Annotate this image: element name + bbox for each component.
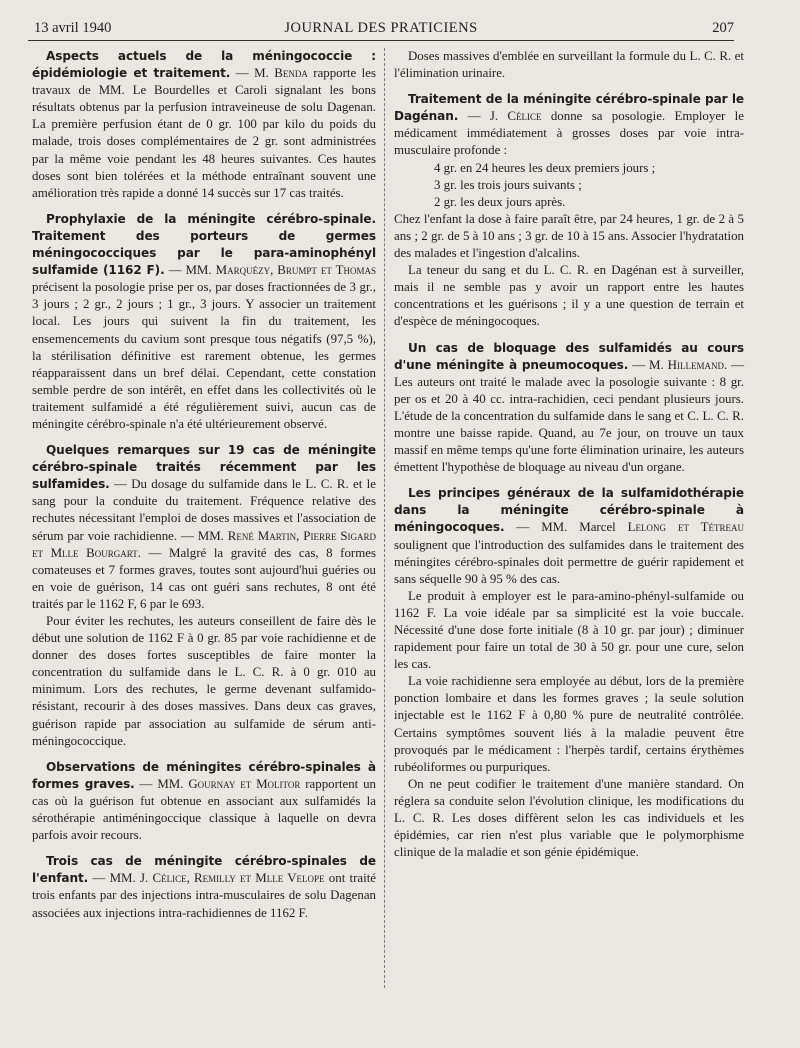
article-body: — Malgré la gravité des cas, 8 formes comateuses et 7 formes graves, toutes sont aujourd'hui guéries ou en voie de guérison, 14 cas ont guéri sans rechutes, 8 ont été traités par le 1162 F, 6 par le 693. xyxy=(32,545,376,611)
byline-lead: — MM. xyxy=(164,263,216,278)
article-paragraph xyxy=(32,759,376,844)
article-author: Célice xyxy=(507,109,542,124)
article-paragraph xyxy=(32,853,376,921)
byline-lead: — MM. Marcel xyxy=(504,520,628,535)
article-paragraph: On ne peut codifier le traitement d'une manière standard. On réglera sa conduite selon l'évolution clinique, les modifications du L. C. R. Les doses diffèrent selon les cas individuels et les épidémies, car rien n'est plus variable que le polymorphisme clinique de la maladie et son génie épidémique. xyxy=(394,776,744,860)
right-column xyxy=(394,48,744,870)
article-body: précisent la posologie prise per os, par doses fractionnées de 3 gr., 3 jours ; 2 gr., 2 jours ; 1 gr., 3 jours. Y associer un traitement local. Les jours qui suivent la fin du traitement, les ensemencements du cavium sont presque tous négatifs (97,5 %), la stérilisation définitive est rarement obtenue, les germes réapparaissent dans un bref délai. Cependant, cette constation semble perdre de son intérêt, en effet dans les collectivités où le traitement sulfamidé a été régulièrement suivi, aucun cas de méningite cérébro-spinale n'a été ultérieurement observé. xyxy=(32,280,376,431)
byline-lead: — MM. xyxy=(134,776,189,791)
article-author: Lelong et Tétreau xyxy=(627,520,744,535)
byline-lead: — M. xyxy=(230,66,275,81)
byline-lead: — MM. J. xyxy=(88,871,153,886)
running-header xyxy=(28,18,734,41)
article-body: donne sa posologie. Employer le médicament immédiatement à grosses doses par voie intra-musculaire profonde : xyxy=(394,109,744,158)
article-paragraph: Chez l'enfant la dose à faire paraît être, par 24 heures, 1 gr. de 2 à 5 ans ; 2 gr. de 5 à 10 ans ; 3 gr. de 10 à 15 ans. Associer l'hydratation des malades et l'ingestion d'alcalins. xyxy=(394,211,744,261)
header-page-number: 207 xyxy=(712,20,734,36)
article-trois-cas-continued xyxy=(394,48,744,82)
article-author: Benda xyxy=(274,66,308,81)
column-divider xyxy=(384,48,385,988)
article-body: rapporte les travaux de MM. Le Bourdelles et Caroli signalant les bons résultats obtenus par la perfusion intraveineuse de solu Dagenan. La première perfusion étant de 0 gr. 100 par kilo du poids du malade, trois doses complémentaires de 2 gr. sont administrées par la même voie pendant les 48 heures suivantes. Ces hautes doses sont bien tolérées et la méthode entraînant souvent une amélioration très rapide a donné 14 succès sur 17 cas traités. xyxy=(32,66,376,200)
article-body: — Du dosage du sulfamide dans le L. C. R. et le sang pour la conduite du traitement. Fréquence relative des rechutes nécessitant l'emploi de doses massives et l'association de sérum par voie rachidienne. xyxy=(32,477,376,543)
article-paragraph: Pour éviter les rechutes, les auteurs conseillent de faire dès le début une solution de 1162 F à 0 gr. 85 par voie rachidienne et de donner des doses fortes susceptibles de faire monter la concentration du sulfamide dans le L. C. R. à 0 gr. 010 au minimum. Lors des rechutes, le germe devenant sulfamido-résistant, recourir à des doses massives. Dans deux cas graves, guérison rapide par association au sulfamide de sérum anti-méningococcique. xyxy=(32,614,376,748)
article-title: Prophylaxie de la méningite cérébro-spinale. Traitement des porteurs de germes méningococciques par le para-aminophényl sulfamide (1162 F). xyxy=(32,211,376,278)
dose-line: 2 gr. les deux jours après. xyxy=(434,194,566,209)
article-formes-graves xyxy=(32,759,376,844)
dose-line: 3 gr. les trois jours suivants ; xyxy=(434,177,582,192)
article-paragraph: Doses massives d'emblée en surveillant la formule du L. C. R. et l'élimination urinaire. xyxy=(394,49,744,81)
article-title: Trois cas de méningite cérébro-spinales de l'enfant. xyxy=(32,854,376,886)
byline-lead: — MM. xyxy=(177,528,228,543)
article-author: Marquézy, Brumpt et Thomas xyxy=(215,263,376,278)
article-paragraph xyxy=(32,211,376,433)
article-paragraph: La voie rachidienne sera employée au début, lors de la première ponction lombaire et dans les formes graves ; la seule solution injectable est le 1162 F à 0,80 % pure de neutralité contrôlée. Certains symptômes souvent liés à la maladie peuvent être provoqués par le médicament : l'herpès tardif, certains érythèmes rubéoliformes ou purpuriques. xyxy=(394,674,744,774)
article-body: . — Les auteurs ont traité le malade avec la posologie suivante : 8 gr. per os et 20 à 40 cc. intra-rachidien, ceci pendant plusieurs jours. L'étude de la concentration du sulfamide dans le sang et C. L. C. R. montre une baisse rapide. Quand, au 7e jour, on trouve un taux massif en même temps qu'une forte élimination urinaire, les auteurs émettent l'hypothèse de bloquage au niveau d'un organe. xyxy=(394,357,744,475)
article-paragraph xyxy=(394,340,744,477)
article-title: Traitement de la méningite cérébro-spinale par le Dagénan. xyxy=(394,92,744,124)
article-paragraph xyxy=(394,485,744,588)
byline-lead: — M. xyxy=(628,357,668,372)
article-body: soulignent que l'introduction des sulfamides dans le traitement des méningites cérébro-spinales doit permettre de guérir rapidement et sans séquelle 90 à 95 % des cas. xyxy=(394,537,744,586)
article-body: ont traité trois enfants par des injections intra-musculaires de solu Dagenan associées aux injections intra-rachidiennes de 1162 F. xyxy=(32,871,377,920)
article-meningococcie xyxy=(32,48,376,202)
article-19-cas xyxy=(32,442,376,750)
article-paragraph xyxy=(32,48,376,202)
article-bloquage xyxy=(394,340,744,477)
article-prophylaxie xyxy=(32,211,376,433)
article-author: René Martin, Pierre Sigard et Mlle Bourgart. xyxy=(32,528,376,560)
article-title: Les principes généraux de la sulfamidothérapie dans la méningite cérébro-spinale à méningocoques. xyxy=(394,486,744,535)
article-dagenan xyxy=(394,91,744,330)
article-title: Aspects actuels de la méningococcie : épidémiologie et traitement. xyxy=(32,49,376,81)
article-paragraph xyxy=(32,442,376,613)
article-body: rapportent un cas où la guérison fut obtenue en associant aux sulfamidés la sérothérapie antiméningoccique classique à laquelle on devra parfois avoir recours. xyxy=(32,776,376,843)
article-title: Un cas de bloquage des sulfamidés au cours d'une méningite à pneumocoques. xyxy=(394,340,744,372)
article-paragraph: Le produit à employer est le para-amino-phényl-sulfamide ou 1162 F. La voie idéale par sa simplicité est la voie buccale. Nécessité d'une dose forte initiale (8 à 10 gr. par jour) ; diminuer rapidement pour faire un total de 30 à 50 gr. pour une cure, selon les cas. xyxy=(394,588,744,672)
article-principes xyxy=(394,485,744,861)
article-trois-cas xyxy=(32,853,376,921)
article-paragraph xyxy=(394,91,744,159)
left-column xyxy=(32,48,376,931)
dose-line: 4 gr. en 24 heures les deux premiers jours ; xyxy=(434,160,656,175)
article-paragraph: La teneur du sang et du L. C. R. en Dagénan est à surveiller, mais il ne semble pas y avoir un rapport entre les hautes concentrations et les guérisons ; il y a une question de terrain et d'espèce de méningocoques. xyxy=(394,263,744,329)
header-journal-title: JOURNAL DES PRATICIENS xyxy=(284,20,478,36)
article-author: Hillemand xyxy=(667,357,724,372)
article-author: Gournay et Molitor xyxy=(188,776,301,791)
header-date: 13 avril 1940 xyxy=(34,20,112,36)
article-title: Quelques remarques sur 19 cas de méningite cérébro-spinale traités récemment par les sulfamides. xyxy=(32,443,376,492)
article-author: Célice, Remilly et Mlle Velope xyxy=(152,871,325,886)
byline-lead: — J. xyxy=(458,109,508,124)
article-title: Observations de méningites cérébro-spinales à formes graves. xyxy=(32,759,376,791)
